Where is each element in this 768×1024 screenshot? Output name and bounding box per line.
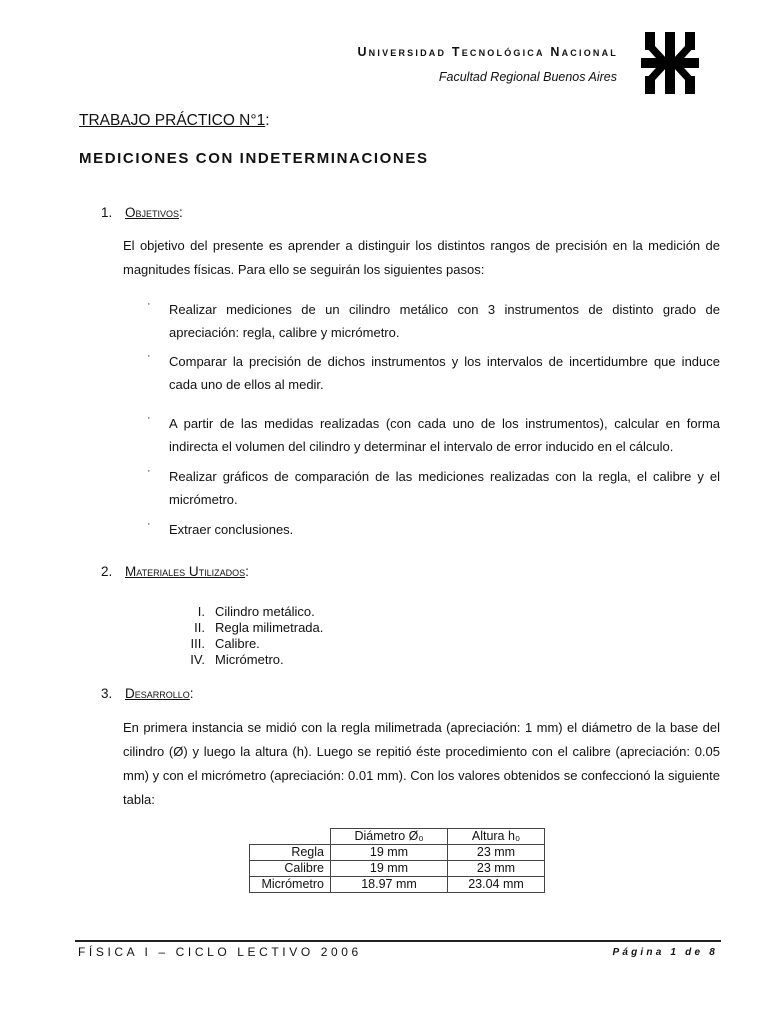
table-row-label: Calibre (250, 861, 331, 877)
table-header-height: Altura h₀ (448, 829, 545, 845)
table-cell-height: 23 mm (448, 845, 545, 861)
table-cell-diameter: 19 mm (331, 861, 448, 877)
materials-list (180, 604, 323, 668)
bullet-text: Realizar gráficos de comparación de las mediciones realizadas con la regla, el calibre y el micrómetro. (169, 469, 720, 507)
practical-work-colon: : (265, 112, 270, 129)
objetivos-paragraph: El objetivo del presente es aprender a distinguir los distintos rangos de precisión en la medición de magnitudes físicas. Para ello se seguirán los siguientes pasos: (123, 238, 720, 277)
section-label: Materiales Utilizados (125, 564, 246, 579)
bullet-icon: · (147, 518, 151, 530)
table-cell-diameter: 18.97 mm (331, 877, 448, 893)
table-cell-diameter: 19 mm (331, 845, 448, 861)
section-label: Objetivos (125, 205, 180, 220)
bullet-text: A partir de las medidas realizadas (con cada uno de los instrumentos), calcular en forma indirecta el volumen del cilindro y determinar el intervalo de error inducido en el cálculo. (169, 416, 720, 454)
material-text: Regla milimetrada. (215, 620, 324, 635)
table-row (250, 845, 545, 861)
bullet-icon: · (147, 465, 151, 477)
table-header-diameter: Diámetro Ø₀ (331, 829, 448, 845)
measurements-table (249, 828, 545, 893)
table-cell-height: 23.04 mm (448, 877, 545, 893)
bullet-text: Realizar mediciones de un cilindro metálico con 3 instrumentos de distinto grado de apreciación: regla, calibre y micrómetro. (169, 302, 720, 340)
roman-numeral: IV. (190, 652, 205, 667)
table-row-label: Micrómetro (250, 877, 331, 893)
section-number: 2. (101, 564, 113, 579)
section-objetivos-heading (101, 205, 183, 220)
roman-numeral: III. (190, 636, 205, 651)
utn-logo-icon (641, 32, 699, 94)
page-number: Página 1 de 8 (612, 947, 718, 958)
list-item (180, 604, 323, 620)
list-item (180, 636, 323, 652)
section-desarrollo-heading (101, 686, 194, 701)
section-colon: : (189, 686, 194, 701)
desarrollo-paragraph: En primera instancia se midió con la regla milimetrada (apreciación: 1 mm) el diámetro de la base del cilindro (Ø) y luego la altura (h). Luego se repitió éste procedimiento con el calibre (apreciación: 0.05 mm) y con el micrómetro (apreciación: 0.01 mm). Con los valores obtenidos se confeccionó la siguiente tabla: (123, 720, 720, 807)
document-title: MEDICIONES CON INDETERMINACIONES (79, 150, 429, 167)
bullet-text: Comparar la precisión de dichos instrumentos y los intervalos de incertidumbre que induce cada uno de ellos al medir. (169, 354, 720, 392)
table-cell-height: 23 mm (448, 861, 545, 877)
list-item (180, 652, 323, 668)
university-name: Universidad Tecnológica Nacional (357, 45, 618, 59)
section-label: Desarrollo (125, 686, 190, 701)
section-colon: : (179, 205, 183, 220)
bullet-icon: · (147, 298, 151, 310)
bullet-icon: · (147, 412, 151, 424)
table-corner-cell (250, 829, 331, 845)
faculty-name: Facultad Regional Buenos Aires (438, 70, 617, 84)
footer-course-label: FÍSICA I – CICLO LECTIVO 2006 (78, 945, 362, 959)
section-materiales-heading (101, 564, 249, 579)
roman-numeral: II. (194, 620, 205, 635)
practical-work-label (79, 112, 270, 130)
section-number: 1. (101, 205, 113, 220)
table-header-row (250, 829, 545, 845)
bullet-text: Extraer conclusiones. (169, 522, 294, 537)
material-text: Calibre. (215, 636, 260, 651)
list-item (180, 620, 323, 636)
bullet-icon: · (147, 350, 151, 362)
section-colon: : (245, 564, 249, 579)
practical-work-number: TRABAJO PRÁCTICO N°1 (79, 112, 266, 129)
table-row (250, 877, 545, 893)
footer-divider (75, 940, 721, 942)
material-text: Cilindro metálico. (215, 604, 315, 619)
material-text: Micrómetro. (215, 652, 284, 667)
section-number: 3. (101, 686, 113, 701)
table-row-label: Regla (250, 845, 331, 861)
roman-numeral: I. (197, 604, 205, 619)
table-row (250, 861, 545, 877)
